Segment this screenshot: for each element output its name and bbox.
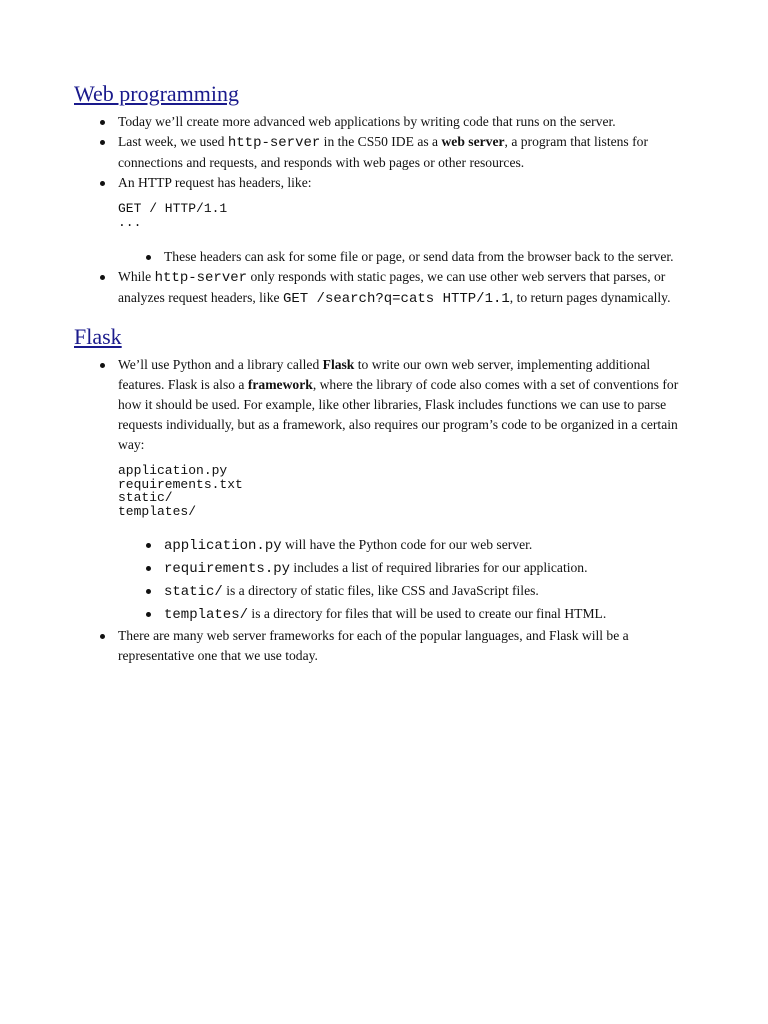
nested-list-item: requirements.py includes a list of required libraries for our application. xyxy=(74,557,694,580)
bold-term: framework xyxy=(247,377,313,392)
inline-code: requirements.py xyxy=(164,561,291,577)
nested-list-item: application.py will have the Python code for our web server. xyxy=(74,534,694,557)
list-item: Today we’ll create more advanced web applications by writing code that runs on the server. xyxy=(74,112,694,132)
inline-code: application.py xyxy=(164,538,282,554)
list-item: We’ll use Python and a library called Flask to write our own web server, implementing additional features. Flask is also a framework, where the library of code also comes with a set of conventions for how it should be used. For example, like other libraries, Flask includes functions we can use to parse requests individually, but as a framework, also requires our program’s code to be organized in a certain way: application.py requirements.txt static/ templates/ application.py will have the Python code for our web server. requirements.py includes a list of required libraries for our application. static/ is a directory of static files, like CSS and JavaScript files. templates/ is a directory for files that will be used to create our final HTML. xyxy=(74,355,694,626)
inline-code: templates/ xyxy=(164,607,249,623)
list-item: While http-server only responds with static pages, we can use other web servers that parses, or analyzes request headers, like GET /search?q=cats HTTP/1.1, to return pages dynamically. xyxy=(74,267,694,309)
inline-code: http-server xyxy=(154,270,248,286)
document-page xyxy=(74,78,694,666)
nested-list-item: static/ is a directory of static files, like CSS and JavaScript files. xyxy=(74,580,694,603)
inline-code: static/ xyxy=(164,584,223,600)
bullet-icon xyxy=(100,275,105,280)
nested-list-item: These headers can ask for some file or page, or send data from the browser back to the server. xyxy=(74,247,694,267)
code-block: application.py requirements.txt static/ templates/ xyxy=(118,463,243,519)
bold-term: Flask xyxy=(322,357,355,372)
web-programming-list xyxy=(74,112,694,309)
inline-code: http-server xyxy=(227,135,321,151)
bullet-icon xyxy=(146,589,151,594)
bullet-icon xyxy=(100,120,105,125)
list-item: There are many web server frameworks for each of the popular languages, and Flask will be a representative one that we use today. xyxy=(74,626,694,666)
heading-flask: Flask xyxy=(74,324,122,349)
bullet-icon xyxy=(146,566,151,571)
nested-list xyxy=(74,247,694,267)
nested-list xyxy=(74,534,694,626)
inline-code: GET /search?q=cats HTTP/1.1 xyxy=(282,291,510,307)
heading-web-programming: Web programming xyxy=(74,81,240,106)
bullet-icon xyxy=(146,255,151,260)
code-block: GET / HTTP/1.1 ... xyxy=(118,201,228,230)
bullet-icon xyxy=(100,634,105,639)
bullet-icon xyxy=(146,612,151,617)
bullet-icon xyxy=(100,181,105,186)
bullet-icon xyxy=(100,140,105,145)
bullet-icon xyxy=(146,543,151,548)
bold-term: web server xyxy=(441,134,505,149)
list-item: An HTTP request has headers, like: GET / HTTP/1.1 ... These headers can ask for some file or page, or send data from the browser back to the server. xyxy=(74,173,694,267)
flask-list xyxy=(74,355,694,666)
nested-list-item: templates/ is a directory for files that will be used to create our final HTML. xyxy=(74,603,694,626)
list-item: Last week, we used http-server in the CS50 IDE as a web server, a program that listens for connections and requests, and responds with web pages or other resources. xyxy=(74,132,694,173)
bullet-icon xyxy=(100,363,105,368)
